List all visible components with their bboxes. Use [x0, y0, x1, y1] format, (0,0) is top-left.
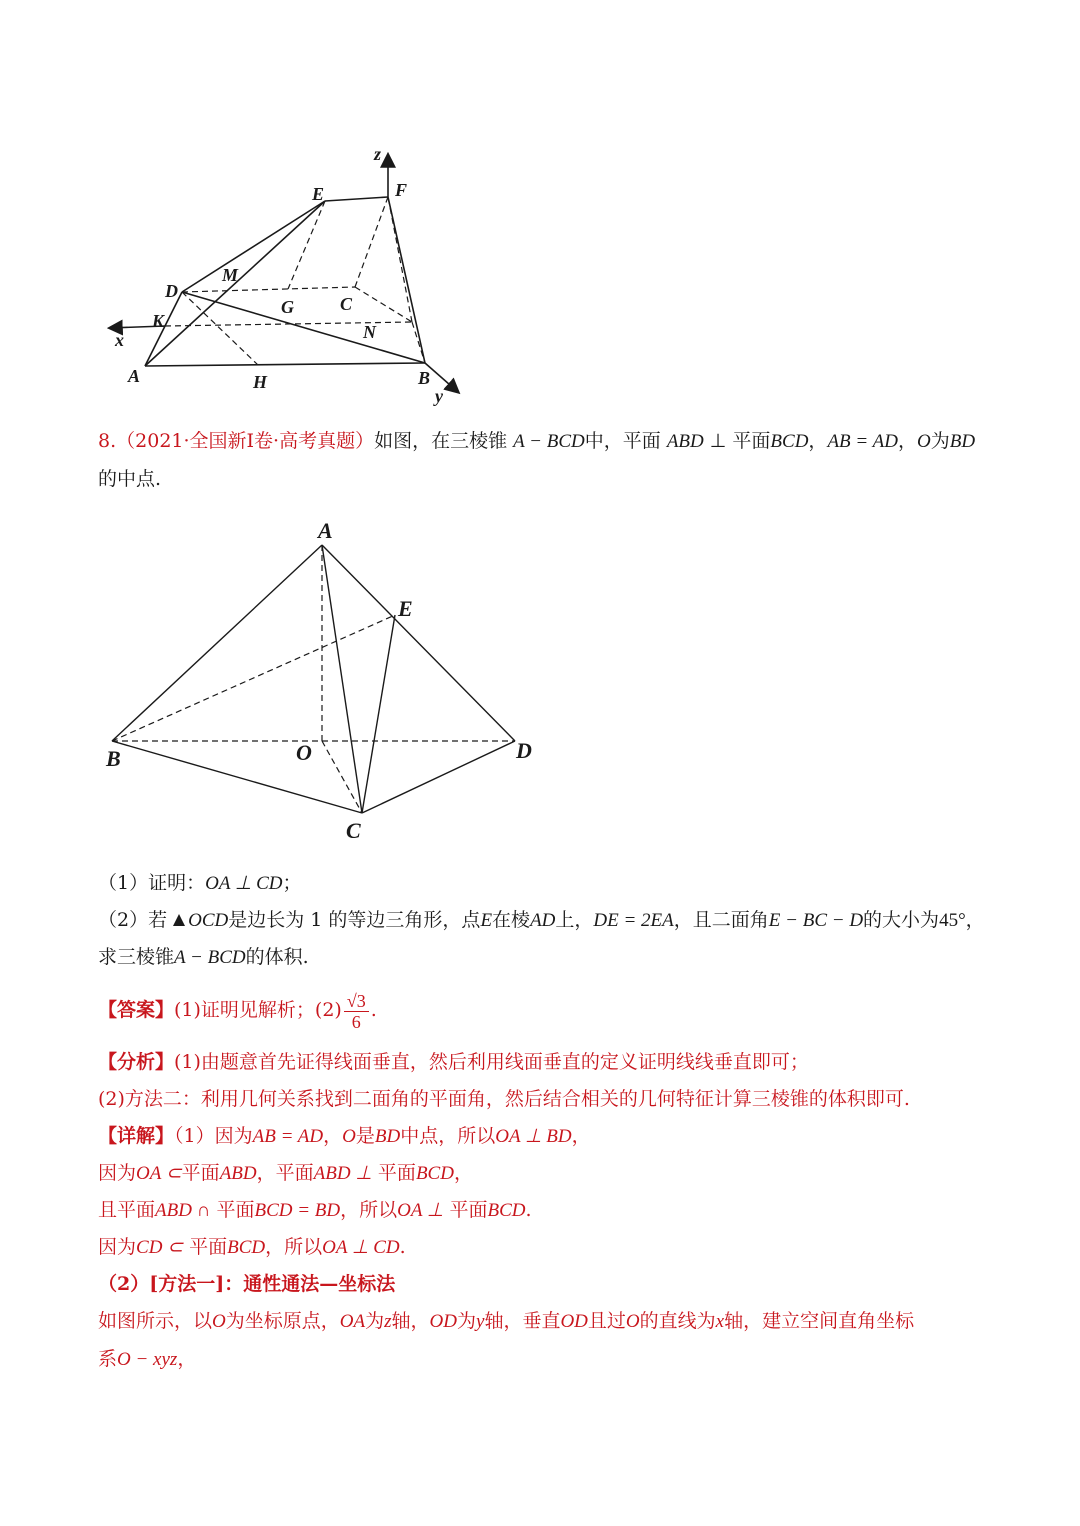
analysis-tag: 【分析】: [98, 1051, 175, 1073]
fig1-label-k: K: [152, 311, 165, 331]
detail-l4a: 因为: [98, 1236, 137, 1258]
detail-line-6: [98, 1346, 196, 1373]
perp-symbol: ⊥: [709, 431, 727, 452]
detail-l1e: 是: [355, 1125, 375, 1147]
fig2-label-c: C: [346, 818, 361, 843]
detail-l1i: ，: [571, 1125, 591, 1147]
detail-l3h: BCD: [487, 1200, 526, 1221]
problem-statement-line-2: 的中点.: [98, 468, 162, 490]
detail-l5j: y: [476, 1311, 485, 1332]
problem-number: 8.: [98, 430, 117, 452]
detail-l1a: （1）因为: [174, 1125, 253, 1147]
detail-l4f: OA ⊥ CD: [322, 1237, 400, 1258]
problem-comma-1: ，: [808, 430, 828, 452]
detail-l2a: 因为: [98, 1162, 137, 1184]
fig1-label-a: A: [128, 366, 141, 386]
q1-suffix: ；: [282, 872, 302, 894]
fig1-label-e: E: [312, 184, 325, 204]
detail-l5n: O: [625, 1311, 640, 1332]
q1-math: OA ⊥ CD: [205, 873, 283, 894]
answer-denominator: 6: [351, 1011, 361, 1032]
detail-l3f: OA ⊥: [397, 1200, 444, 1221]
fig1-label-y: y: [435, 386, 443, 406]
triangle-symbol: [173, 914, 185, 926]
detail-l6c: ，: [177, 1348, 197, 1370]
answer-tag: 【答案】: [98, 999, 175, 1021]
detail-l4d: BCD: [227, 1237, 266, 1258]
detail-l4b: CD ⊂: [136, 1237, 184, 1258]
problem-text-2: 中，平面: [584, 430, 661, 452]
problem-bcd: BCD: [770, 431, 809, 452]
fig2-label-d: D: [516, 738, 532, 763]
fig1-label-z: z: [374, 144, 382, 164]
analysis-line-2: (2)方法二：利用几何关系找到二面角的平面角，然后结合相关的几何特征计算三棱锥的体积即可.: [98, 1088, 910, 1110]
q2-ocd: OCD: [188, 910, 229, 931]
problem-tetrahedron: A − BCD: [513, 431, 585, 452]
question-1: [98, 870, 302, 897]
fig1-label-b: B: [418, 368, 431, 388]
detail-l1d: O: [342, 1126, 356, 1147]
fig1-label-n: N: [363, 322, 376, 342]
q2-prefix: （2）若: [98, 909, 174, 931]
q2-degree: 45°: [939, 910, 966, 931]
detail-l5b: O: [212, 1311, 226, 1332]
detail-line-2: [98, 1160, 473, 1187]
q2-text-5: 的大小为: [863, 909, 940, 931]
detail-l6a: 系: [98, 1348, 118, 1370]
analysis-line-1: [98, 1049, 809, 1075]
fig1-label-f: F: [395, 180, 408, 200]
fig2-label-e: E: [398, 596, 413, 621]
detail-l2g: 平面: [377, 1162, 416, 1184]
detail-l4c: 平面: [189, 1236, 228, 1258]
fig1-label-m: M: [222, 265, 239, 285]
detail-l5o: 的直线为: [639, 1310, 716, 1332]
answer-numerator: √3: [344, 991, 369, 1012]
q2-text-1: 是边长为 1 的等边三角形，点: [228, 909, 481, 931]
fig2-label-b: B: [106, 746, 121, 771]
detail-l3e: ，所以: [340, 1199, 398, 1221]
detail-l3g: 平面: [449, 1199, 488, 1221]
detail-l3b: ABD ∩: [155, 1200, 211, 1221]
detail-l3c: 平面: [216, 1199, 255, 1221]
question-2-line-2: [98, 944, 309, 971]
answer-fraction: [344, 991, 369, 1032]
problem-wei: 为: [930, 430, 950, 452]
problem-plane-2: 平面: [732, 430, 771, 452]
detail-l5d: OA: [339, 1311, 366, 1332]
detail-l4g: .: [399, 1236, 406, 1258]
detail-l2b: OA ⊂: [136, 1163, 182, 1184]
detail-l5q: 轴，建立空间直角坐标: [724, 1310, 915, 1332]
detail-l2e: ，平面: [256, 1162, 314, 1184]
answer-end: .: [370, 999, 377, 1021]
detail-l1c: ，: [323, 1125, 343, 1147]
problem-source: （2021·全国新Ⅰ卷·高考真题）: [116, 430, 375, 452]
q1-prefix: （1）证明：: [98, 872, 206, 894]
detail-l5i: 为: [456, 1310, 476, 1332]
detail-l5f: z: [384, 1311, 392, 1332]
question-2: [98, 907, 985, 934]
fig1-label-h: H: [253, 372, 268, 392]
detail-l2f: ABD ⊥: [313, 1163, 372, 1184]
q2-de: DE = 2EA: [593, 910, 674, 931]
detail-l4e: ，所以: [265, 1236, 323, 1258]
detail-line-3: [98, 1197, 532, 1224]
detail-method-1-heading: （2）[方法一]：通性通法—坐标法: [98, 1273, 396, 1295]
problem-abd: ABD: [666, 431, 704, 452]
figure-1-solid: [100, 140, 480, 410]
detail-l5l: OD: [560, 1311, 588, 1332]
detail-l5e: 为: [365, 1310, 385, 1332]
q2-text-6: ，: [965, 909, 985, 931]
problem-comma-2: ，: [897, 430, 917, 452]
analysis-text-1: (1)由题意首先证得线面垂直，然后利用线面垂直的定义证明线线垂直即可；: [174, 1051, 809, 1073]
detail-l1h: OA ⊥ BD: [495, 1126, 572, 1147]
detail-l2c: 平面: [181, 1162, 220, 1184]
detail-l2d: ABD: [219, 1163, 257, 1184]
detail-line-5: [98, 1308, 914, 1335]
problem-o: O: [916, 431, 931, 452]
fig1-label-x: x: [115, 330, 124, 350]
detail-l5m: 且过: [587, 1310, 626, 1332]
q2-line2-a: 求三棱锥: [98, 946, 175, 968]
fig1-label-g: G: [281, 297, 294, 317]
fig1-label-c: C: [340, 294, 353, 314]
q2-line2-b: A − BCD: [174, 947, 246, 968]
detail-l2i: ，: [453, 1162, 473, 1184]
detail-l1f: BD: [374, 1126, 401, 1147]
q2-line2-c: 的体积.: [245, 946, 309, 968]
detail-l6b: O − xyz: [117, 1349, 178, 1370]
problem-bd: BD: [949, 431, 976, 452]
q2-text-2: 在棱: [492, 909, 531, 931]
fig1-label-d: D: [165, 281, 178, 301]
detail-l5c: 为坐标原点，: [225, 1310, 340, 1332]
q2-e: E: [480, 910, 493, 931]
problem-equality: AB = AD: [827, 431, 898, 452]
detail-l5p: x: [715, 1311, 725, 1332]
q2-ad: AD: [530, 910, 556, 931]
fig2-label-o: O: [296, 740, 312, 765]
q2-ebcd: E − BC − D: [768, 910, 864, 931]
detail-l5h: OD: [429, 1311, 457, 1332]
detail-l1b: AB = AD: [252, 1126, 324, 1147]
detail-l3a: 且平面: [98, 1199, 156, 1221]
answer: [98, 988, 377, 1032]
detail-l5k: 轴，垂直: [484, 1310, 561, 1332]
detail-l3i: .: [525, 1199, 532, 1221]
detail-line-4: [98, 1234, 406, 1261]
q2-text-3: 上，: [555, 909, 594, 931]
detail-l3d: BCD = BD: [254, 1200, 341, 1221]
detail-l5a: 如图所示，以: [98, 1310, 213, 1332]
problem-statement: [98, 428, 975, 455]
problem-text-1: 如图，在三棱锥: [374, 430, 508, 452]
figure-2-tetrahedron: [100, 510, 550, 850]
detail-l1g: 中点，所以: [400, 1125, 496, 1147]
detail-line-1: [98, 1123, 591, 1150]
detail-l2h: BCD: [415, 1163, 454, 1184]
q2-text-4: ，且二面角: [673, 909, 769, 931]
detail-l5g: 轴，: [391, 1310, 430, 1332]
detail-tag: 【详解】: [98, 1125, 175, 1147]
fig2-label-a: A: [318, 518, 333, 543]
answer-text: (1)证明见解析；(2): [174, 999, 342, 1021]
